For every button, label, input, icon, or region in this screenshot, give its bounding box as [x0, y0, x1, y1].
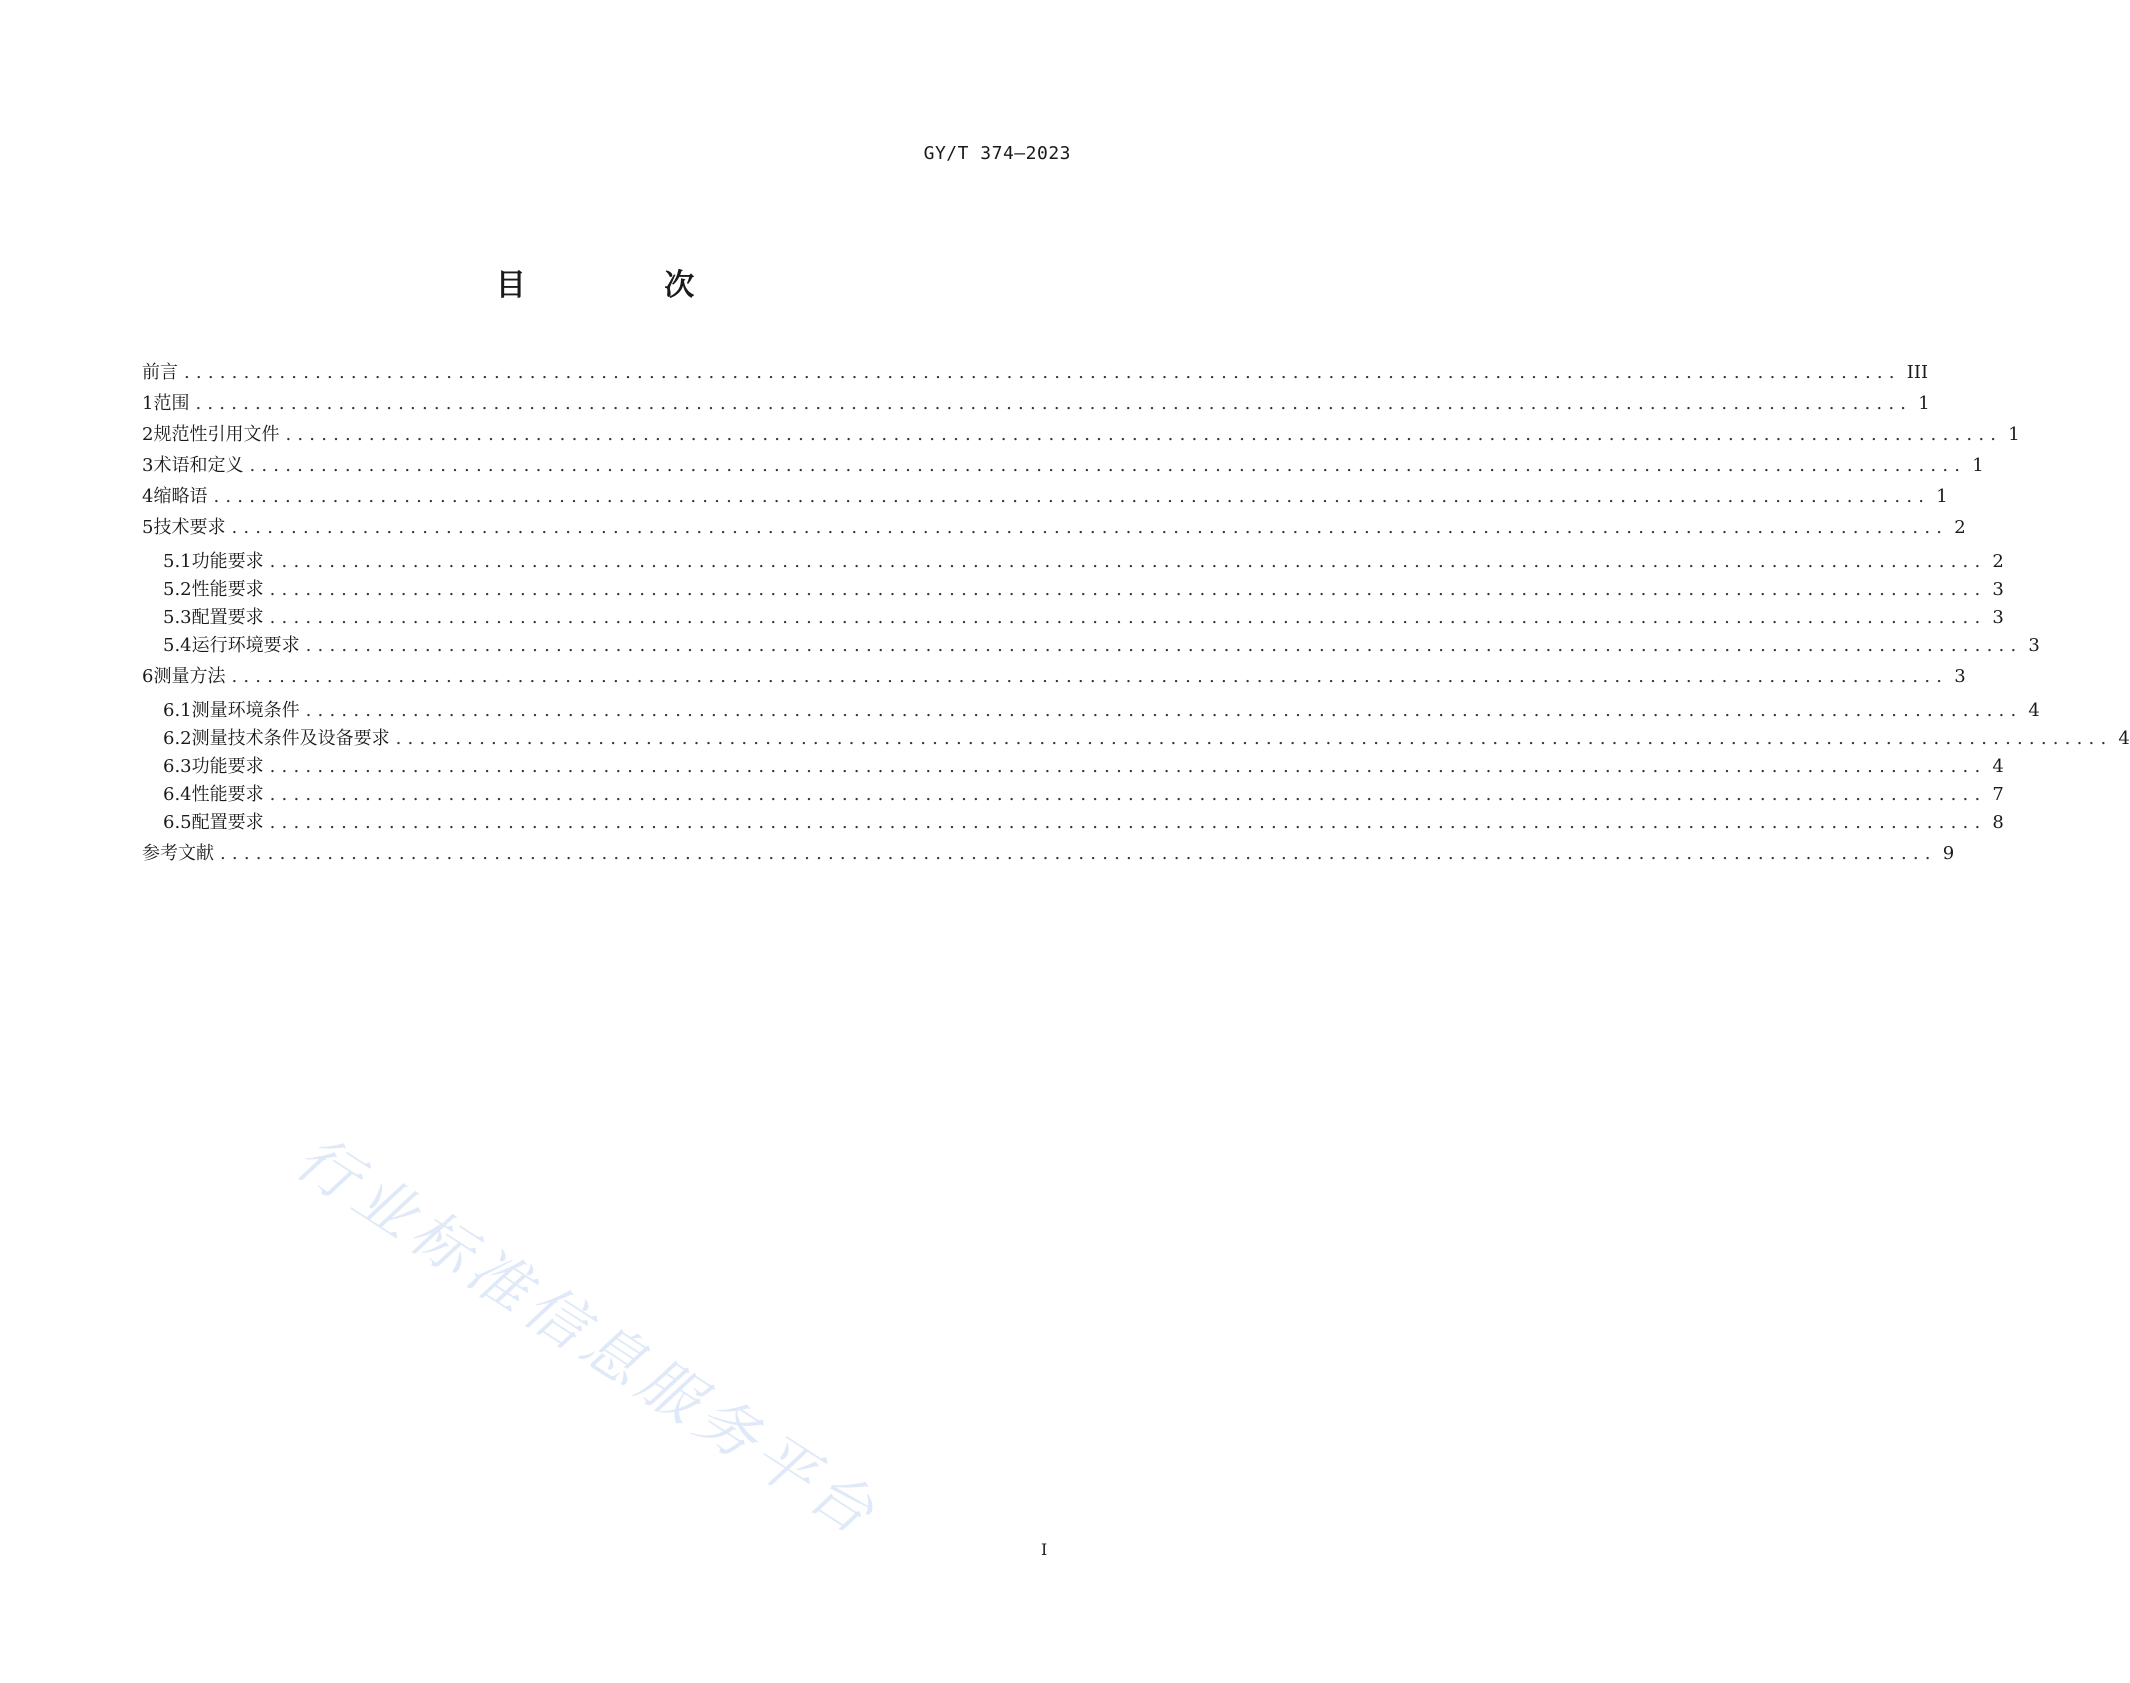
toc-entry-1[interactable]: [142, 389, 1930, 415]
toc-entry-page: 9: [1942, 843, 1955, 864]
toc-entry-page: III: [1906, 362, 1929, 383]
toc-entry-label: 性能要求: [191, 579, 264, 600]
toc-entry-label: 功能要求: [191, 756, 264, 777]
dot-leader: ................................................................................................................................................: [184, 362, 1901, 383]
toc-entry-number: 1: [142, 393, 154, 414]
toc-entry-label: 性能要求: [191, 784, 264, 805]
toc-entry-label: 范围: [153, 393, 190, 414]
toc-entry-label: 术语和定义: [153, 455, 244, 476]
watermark: 行业标准信息服务平台: [283, 1122, 892, 1552]
toc-entry-2[interactable]: [142, 420, 2020, 446]
dot-leader: ................................................................................................................................................: [269, 579, 1987, 600]
dot-leader: ................................................................................................................................................: [305, 635, 2023, 656]
dot-leader: ................................................................................................................................................: [285, 424, 2003, 445]
toc-entry-label: 规范性引用文件: [153, 424, 280, 445]
dot-leader: ................................................................................................................................................: [269, 551, 1987, 572]
toc-entry-6-5[interactable]: [142, 808, 2004, 834]
toc-entry-6-2[interactable]: [142, 724, 2130, 750]
toc-entry-page: 4: [2028, 700, 2040, 721]
toc-entry-4[interactable]: [142, 482, 1948, 508]
toc-entry-foreword[interactable]: [142, 358, 1929, 384]
dot-leader: ................................................................................................................................................: [269, 784, 1987, 805]
toc-entry-label: 配置要求: [191, 812, 264, 833]
toc-entry-number: 5.3: [163, 607, 192, 628]
dot-leader: ................................................................................................................................................: [269, 812, 1987, 833]
dot-leader: ................................................................................................................................................: [395, 728, 2113, 749]
toc-entry-label: 功能要求: [191, 551, 264, 572]
dot-leader: ................................................................................................................................................: [220, 843, 1937, 864]
page-number: I: [1041, 1540, 1048, 1559]
toc-entry-6-3[interactable]: [142, 752, 2004, 778]
standard-number: GY/T 374—2023: [923, 143, 1071, 164]
toc-entry-number: 6.2: [163, 728, 192, 749]
toc-entry-label: 配置要求: [191, 607, 264, 628]
toc-entry-label: 测量技术条件及设备要求: [191, 728, 390, 749]
toc-entry-page: 3: [1992, 607, 2004, 628]
toc-entry-label: 参考文献: [142, 843, 214, 864]
toc-entry-5-2[interactable]: [142, 575, 2004, 601]
toc-entry-label: 技术要求: [153, 517, 226, 538]
toc-entry-number: 6.4: [163, 784, 192, 805]
toc-entry-page: 3: [1992, 579, 2004, 600]
toc-entry-number: 5.1: [163, 551, 192, 572]
toc-entry-page: 7: [1992, 784, 2004, 805]
toc-entry-page: 8: [1992, 812, 2004, 833]
dot-leader: ................................................................................................................................................: [231, 517, 1949, 538]
dot-leader: ................................................................................................................................................: [269, 756, 1987, 777]
toc-entry-label: 测量环境条件: [191, 700, 300, 721]
toc-entry-page: 4: [2118, 728, 2130, 749]
toc-entry-label: 运行环境要求: [191, 635, 300, 656]
toc-entry-3[interactable]: [142, 451, 1984, 477]
dot-leader: ................................................................................................................................................: [305, 700, 2023, 721]
toc-entry-number: 6.5: [163, 812, 192, 833]
toc-entry-references[interactable]: [142, 839, 1955, 865]
toc-entry-number: 6.3: [163, 756, 192, 777]
toc-entry-number: 5.4: [163, 635, 192, 656]
toc-entry-label: 缩略语: [153, 486, 208, 507]
toc-entry-number: 4: [142, 486, 154, 507]
toc-entry-page: 3: [1954, 666, 1966, 687]
toc-entry-5-4[interactable]: [142, 631, 2040, 657]
toc-entry-number: 5.2: [163, 579, 192, 600]
toc-entry-page: 1: [2008, 424, 2020, 445]
toc-entry-number: 2: [142, 424, 154, 445]
toc-entry-number: 5: [142, 517, 154, 538]
toc-entry-page: 1: [1918, 393, 1930, 414]
toc-entry-label: 前言: [142, 362, 178, 383]
toc-entry-page: 3: [2028, 635, 2040, 656]
toc-entry-6-1[interactable]: [142, 696, 2040, 722]
dot-leader: ................................................................................................................................................: [231, 666, 1949, 687]
toc-entry-page: 2: [1992, 551, 2004, 572]
toc-entry-page: 1: [1972, 455, 1984, 476]
page-title: 目 次: [495, 268, 759, 303]
toc-entry-page: 1: [1936, 486, 1948, 507]
dot-leader: ................................................................................................................................................: [195, 393, 1913, 414]
toc-entry-5[interactable]: [142, 513, 1966, 539]
toc-entry-number: 6.1: [163, 700, 192, 721]
toc-entry-number: 6: [142, 666, 154, 687]
toc-entry-label: 测量方法: [153, 666, 226, 687]
dot-leader: ................................................................................................................................................: [213, 486, 1931, 507]
toc-entry-page: 2: [1954, 517, 1966, 538]
toc-entry-6-4[interactable]: [142, 780, 2004, 806]
toc-entry-number: 3: [142, 455, 154, 476]
dot-leader: ................................................................................................................................................: [249, 455, 1967, 476]
toc-entry-5-3[interactable]: [142, 603, 2004, 629]
toc-entry-page: 4: [1992, 756, 2004, 777]
toc-entry-5-1[interactable]: [142, 547, 2004, 573]
dot-leader: ................................................................................................................................................: [269, 607, 1987, 628]
toc-entry-6[interactable]: [142, 662, 1966, 688]
